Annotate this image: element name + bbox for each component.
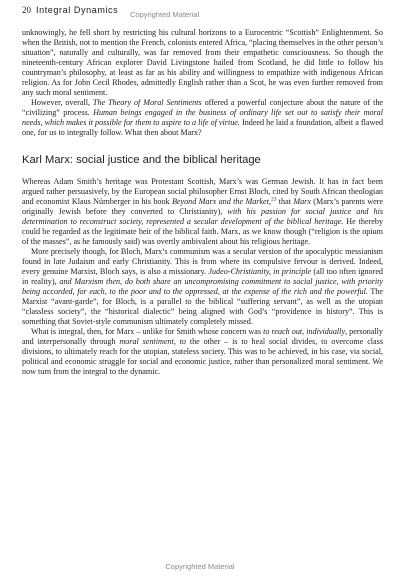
paragraph	[22, 28, 383, 98]
italic-text: Beyond Marx and the Market,	[171, 196, 271, 206]
italic-text: moral sentiment, to	[119, 337, 186, 347]
text-run: More precisely though, for Bloch, Marx’s communism was a secular version of the apocalyptic messianism found in late Judaism and early Christianity. This is from where its compulsive fervour is derived. Indeed, every genuine Marxist, Bloch says, is also a missionary.	[22, 246, 383, 276]
text-run: Whereas Adam Smith’s heritage was Protestant Scottish, Marx’s was German Jewish. It has in fact been argued rather persuasively, by the European social philosopher Ernst Bloch, cited by South African theologian and economist Klaus Nürnberger in his book	[22, 176, 383, 206]
italic-text: The Theory of Moral Sentiments	[92, 98, 202, 108]
italic-text: with his passion for social justice and his determination to reconstruct society, represented a secular development of the biblical heritage.	[22, 206, 384, 226]
footnote-ref: 23	[270, 195, 277, 202]
paragraph	[22, 177, 383, 247]
italic-text: to reach out, individually	[263, 327, 346, 337]
text-run: that	[276, 196, 294, 206]
italic-text: and Marxism then, do both share an uncompromising commitment to social justice, with priority being accorded, for each, to the poor and to the oppressed, at the expense of the rich and the powerful.	[22, 276, 383, 297]
body-text	[22, 28, 383, 377]
book-title: Integral Dynamics	[36, 5, 119, 15]
paragraph	[22, 247, 383, 327]
copyright-watermark-top: Copyrighted Material	[130, 10, 200, 19]
italic-text: Human beings engaged in the business of ordinary life set out to satisfy their moral needs, which makes it possible for them to aspire to a life of virtue.	[22, 108, 383, 128]
text-run: What is integral, then, for Marx – unlike for Smith whose concern was	[31, 327, 264, 337]
text-run: (Marx’s parents were originally Jewish before they converted to Christianity),	[22, 196, 383, 216]
text-run: , personally and interpersonally through	[22, 327, 383, 347]
copyright-watermark-bottom: Copyrighted Material	[165, 562, 235, 571]
section-heading: Karl Marx: social justice and the biblical heritage	[22, 153, 261, 166]
text-run: The Marxist “avant-garde”, for Bloch, is a parallel to the biblical “suffering servant”, as well as the utopian “classless society”, the “historical dialectic” being aligned with God’s “providence in history”. This is something that Soviet-style communism ultimately completely missed.	[22, 287, 383, 327]
paragraphs-before-heading	[22, 28, 383, 139]
running-head	[22, 5, 382, 19]
text-run: the other – is to heal social divides, to overcome class divisions, to ultimately reach for the utopian, stateless society. This was to be achieved, in his case, via social, political and economic struggle for social and economic justice, rather than personalized moral sentiment. We now turn from the integral to the dynamic.	[22, 337, 383, 377]
italic-text: Judeo-Christianity, in principle	[208, 266, 312, 276]
text-run: However, overall,	[31, 98, 93, 108]
page-number: 20	[22, 5, 31, 15]
paragraph	[22, 98, 383, 138]
text-run: He thereby could be regarded as the legitimate heir of the biblical faith. Marx, as we know though (“religion is the opium of the masses”, as he famously said) was overtly ambivalent about his religious heritage.	[22, 216, 384, 246]
text-run: offered a powerful conjecture about the nature of the “civilizing” process.	[22, 98, 383, 118]
paragraph	[22, 327, 383, 377]
italic-text: Marx	[293, 196, 311, 206]
text-run: Indeed he laid a foundation, albeit a flawed one, for us to integrally follow. What then about Marx?	[22, 118, 384, 138]
text-run: (all too often ignored in reality),	[22, 266, 383, 286]
text-run: unknowingly, he fell short by restricting his cultural horizons to a Eurocentric “Scottish” Enlightenment. So when the British, not to mention the French, colonists entered Africa, “placing themselves in the other person’s situation”, naturally and culturally, was far removed from their empathetic consciousness. So though the nineteenth-century African explorer David Livingstone hailed from Scotland, he did little to follow his countryman’s philosophy, at least as far as his ability and willingness to empathize with indigenous African religion. As for John Cecil Rhodes, admittedly English rather than a Scot, he was even further removed from any such moral sentiment.	[22, 28, 383, 98]
paragraphs-after-heading	[22, 177, 383, 378]
